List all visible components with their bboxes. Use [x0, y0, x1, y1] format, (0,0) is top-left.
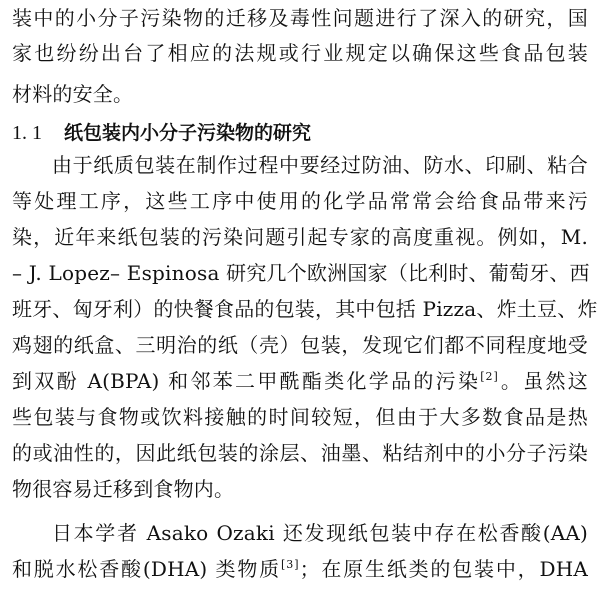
paragraph-text: 。虽然这: [498, 369, 588, 393]
paragraph-line: 由于纸质包装在制作过程中要经过防油、防水、印刷、粘合: [52, 153, 588, 177]
paragraph-text: 到双酚 A(BPA) 和邻苯二甲酰酯类化学品的污染: [12, 369, 481, 393]
paragraph-line: 物很容易迁移到食物内。: [12, 477, 235, 501]
paragraph-line: 材料的安全。: [12, 82, 134, 106]
section-number: 1. 1: [12, 122, 42, 144]
paragraph-line: [12, 554, 588, 584]
section-heading: [12, 118, 311, 148]
paragraph-line: 染，近年来纸包装的污染问题引起专家的高度重视。例如，M.: [12, 225, 588, 249]
paragraph-line: 鸡翅的纸盒、三明治的纸（壳）包装，发现它们都不同程度地受: [12, 333, 588, 357]
paragraph-text: 和脱水松香酸(DHA) 类物质: [12, 557, 281, 581]
citation-ref: [2]: [480, 370, 499, 383]
paragraph-line: – J. Lopez– Espinosa 研究几个欧洲国家（比利时、葡萄牙、西: [12, 261, 590, 285]
paragraph-line: 些包装与食物或饮料接触的时间较短，但由于大多数食品是热: [12, 405, 588, 429]
paragraph-line: 装中的小分子污染物的迁移及毒性问题进行了深入的研究，国: [12, 6, 588, 30]
section-title: 纸包装内小分子污染物的研究: [64, 122, 312, 144]
paragraph-line: 班牙、匈牙利）的快餐食品的包装，其中包括 Pizza、炸土豆、炸: [12, 297, 598, 321]
paragraph-line: [12, 366, 588, 396]
paragraph-line: 等处理工序，这些工序中使用的化学品常常会给食品带来污: [12, 189, 588, 213]
paragraph-line: 家也纷纷出台了相应的法规或行业规定以确保这些食品包装: [12, 41, 588, 65]
paragraph-line: 的或油性的，因此纸包装的涂层、油墨、粘结剂中的小分子污染: [12, 441, 588, 465]
paragraph-text: ；在原生纸类的包装中，DHA: [299, 557, 588, 581]
paragraph-line: 日本学者 Asako Ozaki 还发现纸包装中存在松香酸(AA): [52, 521, 588, 545]
citation-ref: [3]: [280, 558, 300, 571]
